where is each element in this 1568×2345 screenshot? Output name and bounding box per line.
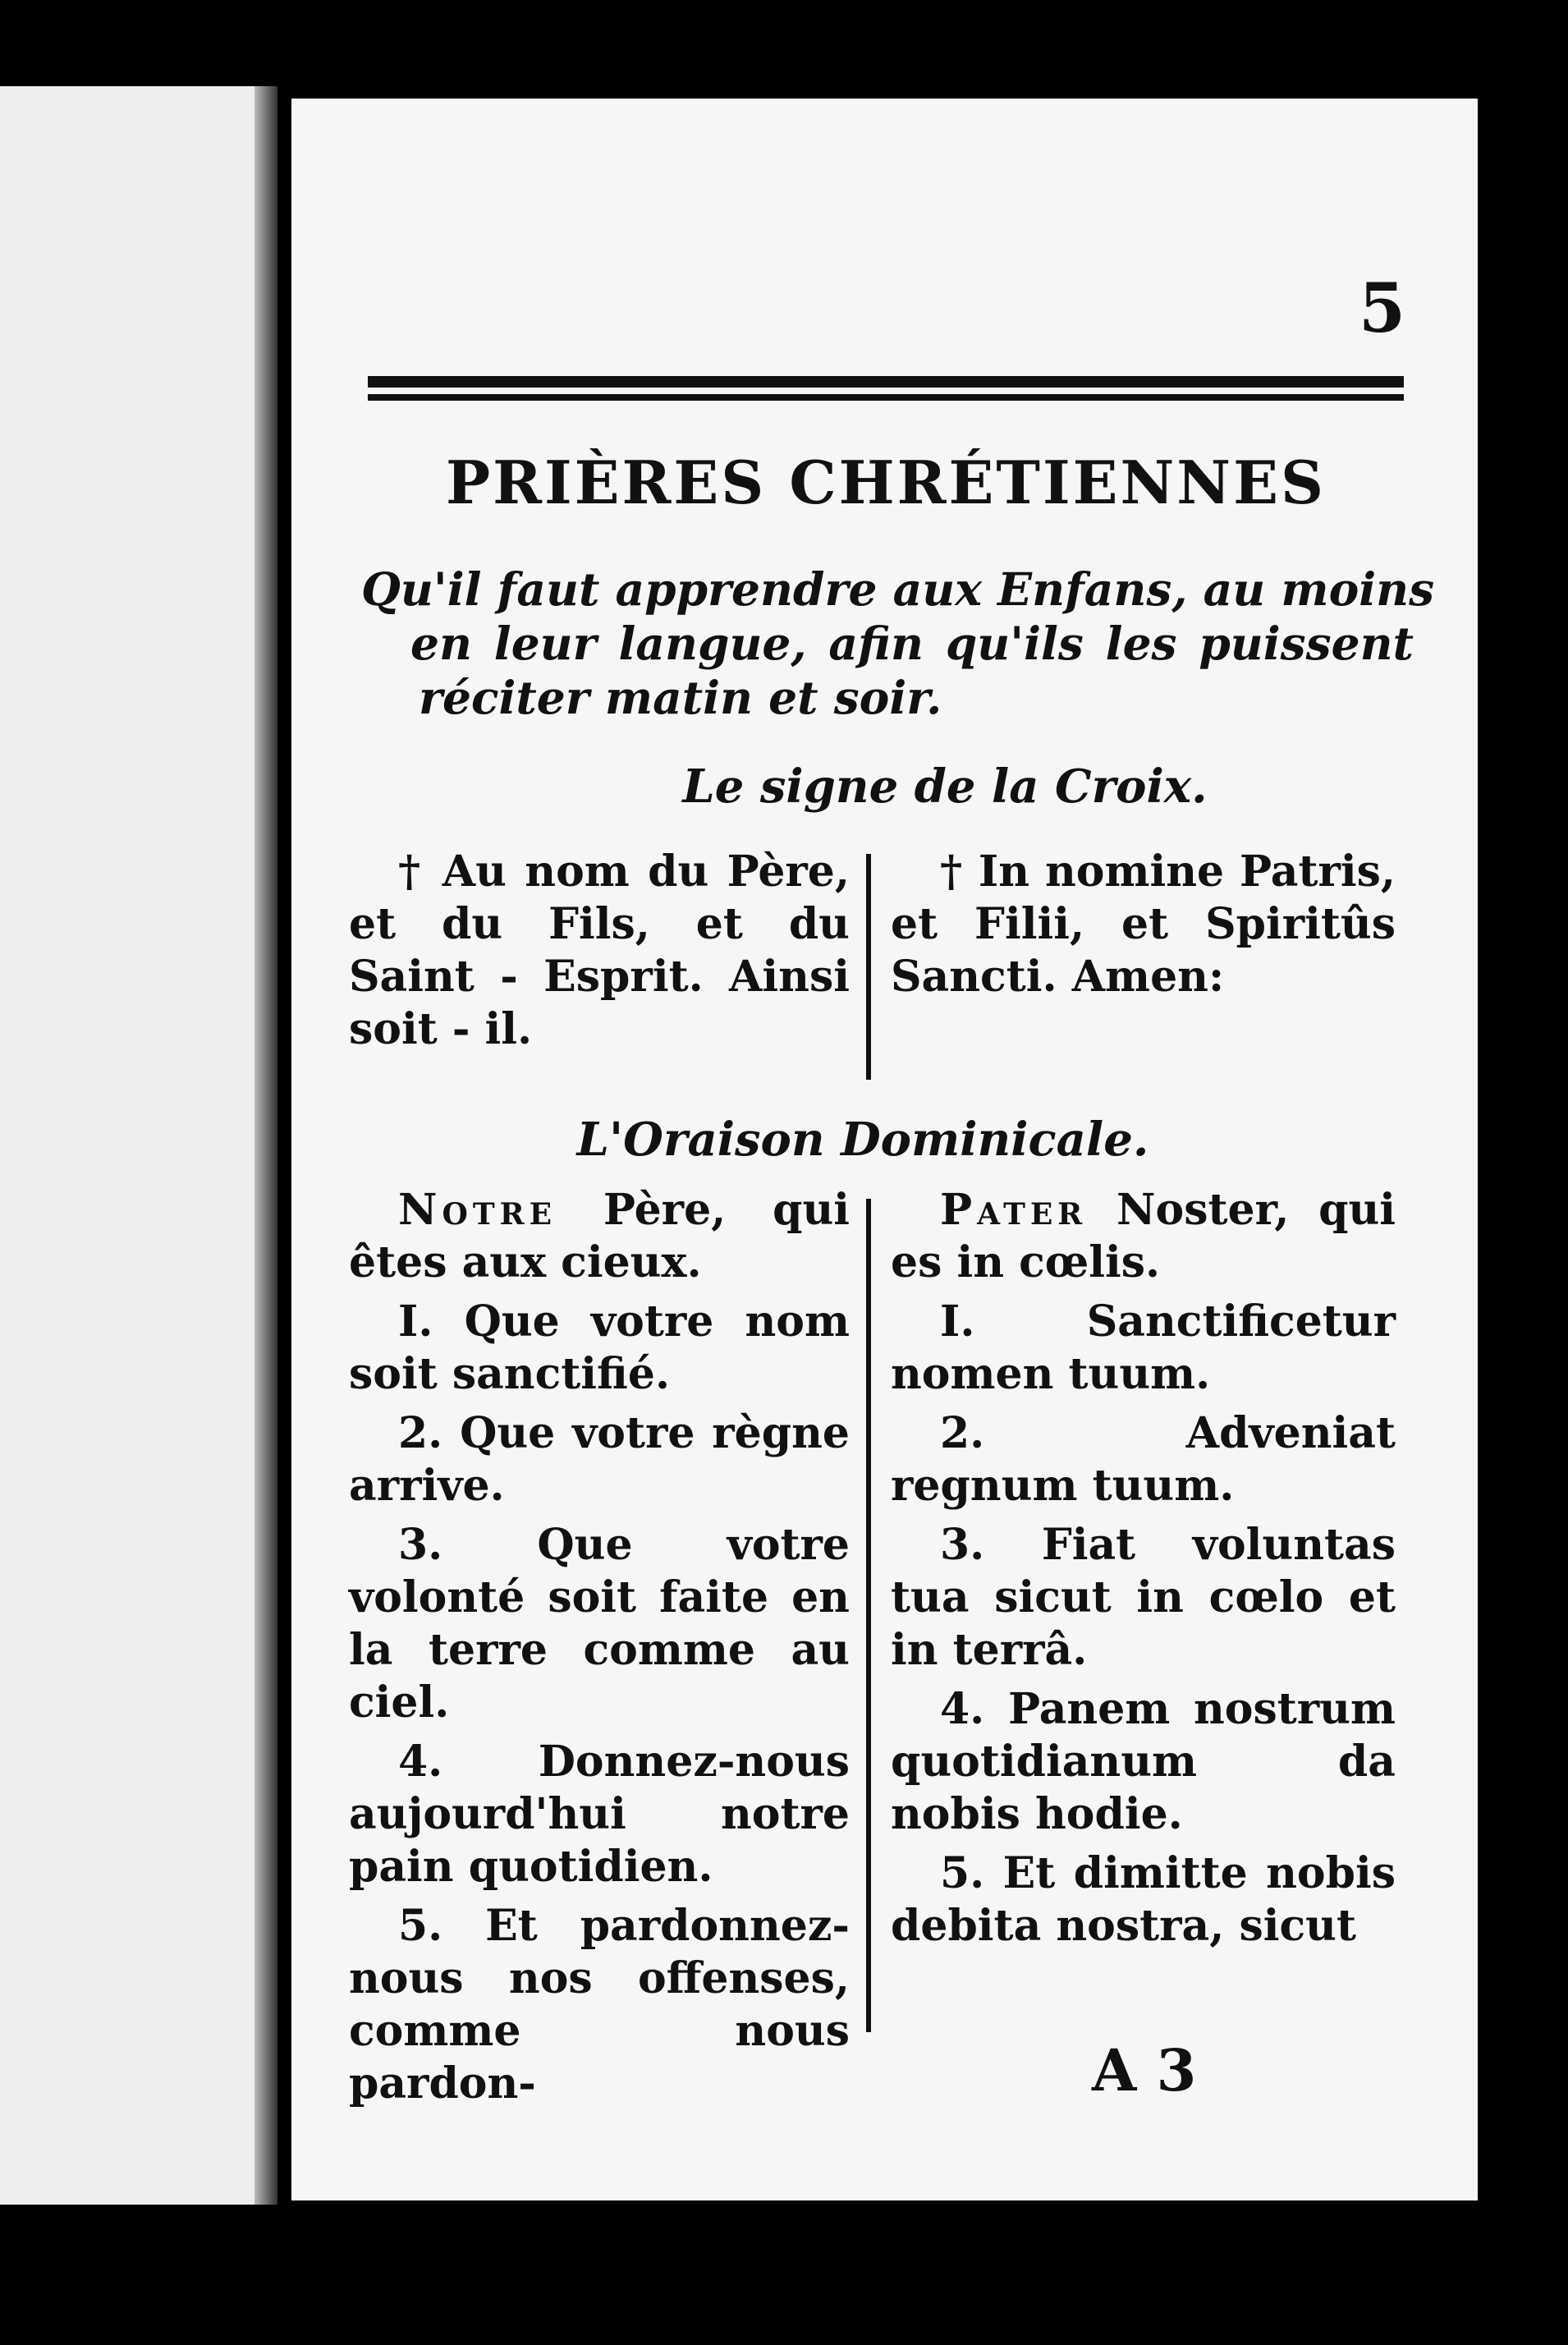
prayer-intro-caps: Pater bbox=[940, 1185, 1088, 1235]
subtitle-line: réciter matin et soir. bbox=[419, 671, 942, 724]
prayer-petition: 3. Fiat voluntas tua sicut in cœlo et in terrâ. bbox=[891, 1520, 1396, 1675]
heading-sign-of-cross: Le signe de la Croix. bbox=[682, 759, 1208, 814]
prayer-petition: 3. Que votre volonté soit faite en la terre comme au ciel. bbox=[349, 1520, 850, 1728]
heading-lords-prayer: L'Oraison Dominicale. bbox=[576, 1113, 1149, 1167]
signature-mark: A 3 bbox=[1092, 2036, 1197, 2104]
header-rule-thick bbox=[368, 376, 1404, 388]
prayer-petition: 2. Que votre règne arrive. bbox=[349, 1408, 850, 1511]
column-divider bbox=[866, 1199, 871, 2032]
lords-prayer-french bbox=[349, 1184, 850, 2110]
prayer-intro-caps: Notre bbox=[398, 1185, 557, 1235]
sign-of-cross-french bbox=[349, 846, 850, 1056]
header-rule-thin bbox=[368, 394, 1404, 401]
prayer-petition: 2. Adveniat regnum tuum. bbox=[891, 1408, 1396, 1511]
prayer-petition: I. Sanctificetur nomen tuum. bbox=[891, 1296, 1396, 1399]
page-number: 5 bbox=[1359, 269, 1406, 348]
subtitle-line: Qu'il faut apprendre aux Enfans, au moins bbox=[361, 562, 1435, 616]
prayer-petition: 5. Et pardonnez-nous nos offenses, comme nous pardon- bbox=[349, 1901, 850, 2109]
prayer-petition: I. Que votre nom soit sanctifié. bbox=[349, 1296, 850, 1399]
lords-prayer-latin bbox=[891, 1184, 1396, 1953]
prayer-intro bbox=[349, 1184, 850, 1289]
sign-of-cross-latin bbox=[891, 846, 1396, 1003]
prayer-petition: 5. Et dimitte nobis debita nostra, sicut bbox=[891, 1848, 1396, 1951]
prayer-petition: 4. Panem nostrum quotidianum da nobis hodie. bbox=[891, 1684, 1396, 1839]
sign-of-cross-latin-text: † In nomine Patris, et Filii, et Spiritûs Sancti. Amen: bbox=[891, 847, 1396, 1002]
prayer-intro-text: Père, qui êtes aux cieux. bbox=[349, 1185, 850, 1287]
facing-page-edge bbox=[0, 86, 277, 2205]
sign-of-cross-french-text: † Au nom du Père, et du Fils, et du Saint - Esprit. Ainsi soit - il. bbox=[349, 847, 850, 1054]
subtitle-line: en leur langue, afin qu'ils les puissent bbox=[410, 617, 1414, 670]
page-title: PRIÈRES CHRÉTIENNES bbox=[446, 447, 1326, 517]
column-divider bbox=[866, 854, 871, 1080]
page-subtitle bbox=[361, 562, 1435, 725]
prayer-petition: 4. Donnez-nous aujourd'hui notre pain quotidien. bbox=[349, 1737, 850, 1892]
book-gutter bbox=[254, 86, 277, 2205]
prayer-intro bbox=[891, 1184, 1396, 1289]
prayer-intro-text: Noster, qui es in cœlis. bbox=[891, 1185, 1396, 1287]
